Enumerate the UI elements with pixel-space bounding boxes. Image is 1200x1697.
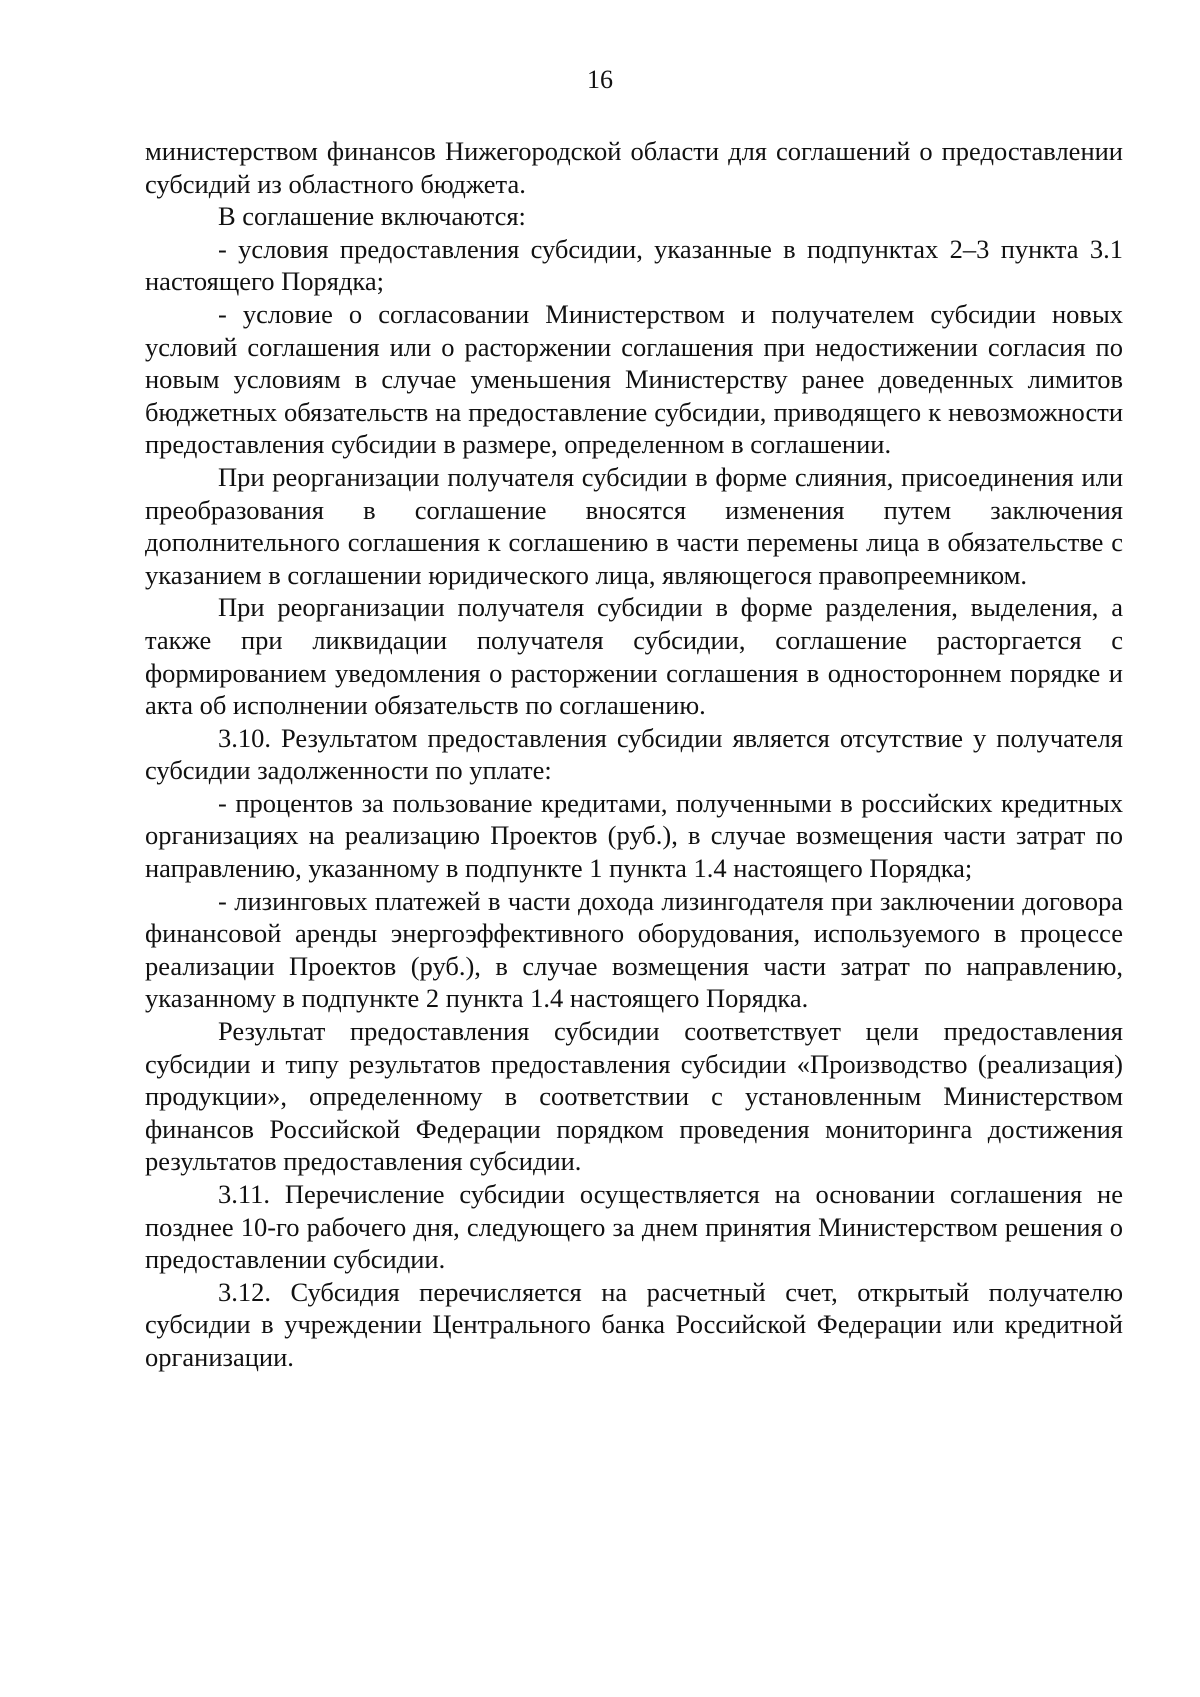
paragraph-3-10: 3.10. Результатом предоставления субсидии является отсутствие у получателя субсидии задолженности по уплате: [145,722,1123,786]
paragraph-result-leasing: - лизинговых платежей в части дохода лизингодателя при заключении договора финансовой аренды энергоэффективного оборудования, используемого в процессе реализации Проектов (руб.), в случае возмещения части затрат по направлению, указанному в подпункте 2 пункта 1.4 настоящего Порядка. [145,885,1123,1014]
paragraph-3-11: 3.11. Перечисление субсидии осуществляется на основании соглашения не позднее 10-го рабочего дня, следующего за днем принятия Министерством решения о предоставлении субсидии. [145,1179,1123,1275]
page-number: 16 [587,65,613,94]
paragraph-agreement-intro: В соглашение включаются: [218,201,526,232]
paragraph-condition-2: - условие о согласовании Министерством и получателем субсидии новых условий соглашения или о расторжении соглашения при недостижении согласия по новым условиям в случае уменьшения Министерству ранее доведенных лимитов бюджетных обязательств на предоставление субсидии, приводящего к невозможности предоставления субсидии в размере, определенном в соглашении. [145,298,1123,460]
paragraph-3-12: 3.12. Субсидия перечисляется на расчетный счет, открытый получателю субсидии в учреждении Центрального банка Российской Федерации или кредитной организации. [145,1276,1123,1372]
paragraph-continuation: министерством финансов Нижегородской области для соглашений о предоставлении субсидий из областного бюджета. [145,136,1123,199]
document-body [145,135,1123,1374]
paragraph-reorganization-division: При реорганизации получателя субсидии в форме разделения, выделения, а также при ликвидации получателя субсидии, соглашение расторгается с формированием уведомления о расторжении соглашения в одностороннем порядке и акта об исполнении обязательств по соглашению. [145,592,1123,721]
paragraph-result-type: Результат предоставления субсидии соответствует цели предоставления субсидии и типу результатов предоставления субсидии «Производство (реализация) продукции», определенному в соответствии с установленным Министерством финансов Российской Федерации порядком проведения мониторинга достижения результатов предоставления субсидии. [145,1016,1123,1177]
paragraph-result-interest: - процентов за пользование кредитами, полученными в российских кредитных организациях на реализацию Проектов (руб.), в случае возмещения части затрат по направлению, указанному в подпункте 1 пункта 1.4 настоящего Порядка; [145,787,1123,884]
paragraph-condition-1: - условия предоставления субсидии, указанные в подпунктах 2–3 пункта 3.1 настоящего Порядка; [145,233,1123,297]
paragraph-reorganization-merger: При реорганизации получателя субсидии в форме слияния, присоединения или преобразования в соглашение вносятся изменения путем заключения дополнительного соглашения к соглашению в части перемены лица в обязательстве с указанием в соглашении юридического лица, являющегося правопреемником. [145,461,1123,590]
